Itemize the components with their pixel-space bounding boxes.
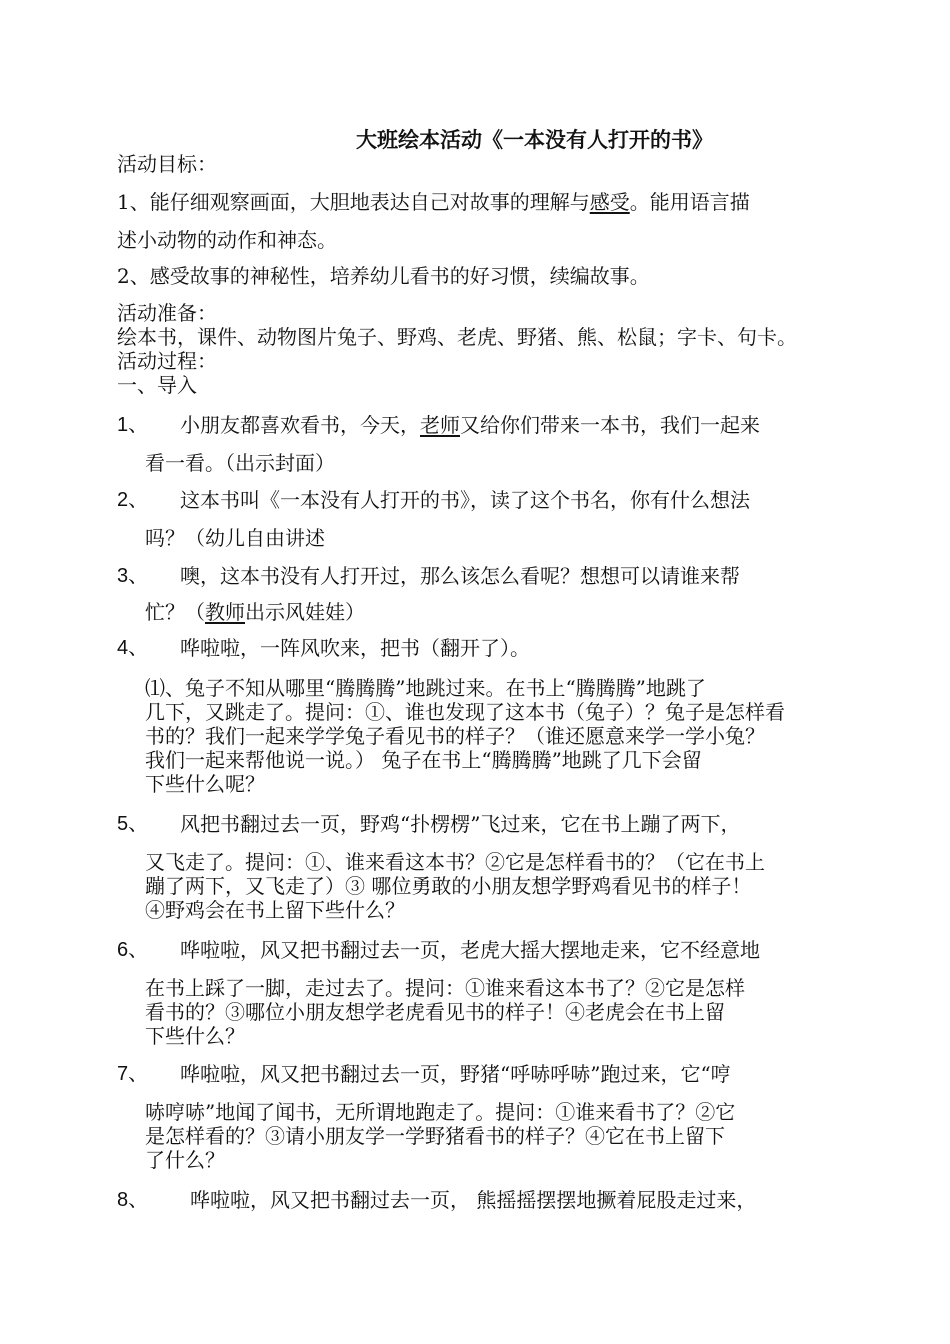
step-3-line-2 xyxy=(145,600,365,624)
step-1-line-1 xyxy=(180,413,760,437)
process-heading: 活动过程： xyxy=(117,349,217,373)
prep-heading: 活动准备： xyxy=(117,301,217,325)
step-8-line-1: 哗啦啦，风又把书翻过去一页， 熊摇摇摆摆地撅着屁股走过来， xyxy=(190,1188,757,1212)
step-6-line-4: 下些什么？ xyxy=(145,1024,245,1048)
paragraph-1-line-4: 我们一起来帮他说一说。） 兔子在书上“腾腾腾”地跳了几下会留 xyxy=(145,748,702,772)
step-7-line-1: 哗啦啦，风又把书翻过去一页，野猪“呼哧呼哧”跑过来，它“哼 xyxy=(180,1062,731,1086)
step-6-number: 6、 xyxy=(117,939,149,961)
goal-1-line-2: 述小动物的动作和神态。 xyxy=(117,228,337,252)
step-6-line-3: 看书的？③哪位小朋友想学老虎看见书的样子！④老虎会在书上留 xyxy=(145,1000,725,1024)
paragraph-1-line-5: 下些什么呢？ xyxy=(145,772,265,796)
step-3-link-jiaoshi[interactable]: 教师 xyxy=(205,600,245,624)
step-4-line-1: 哗啦啦，一阵风吹来，把书（翻开了）。 xyxy=(180,636,530,660)
goal-2: 2、感受故事的神秘性，培养幼儿看书的好习惯，续编故事。 xyxy=(117,264,650,288)
prep-text: 绘本书，课件、动物图片兔子、野鸡、老虎、野猪、熊、松鼠；字卡、句卡。 xyxy=(117,325,797,349)
step-3-number: 3、 xyxy=(117,565,149,587)
paragraph-1-line-1: ⑴、兔子不知从哪里“腾腾腾”地跳过来。在书上“腾腾腾”地跳了 xyxy=(145,676,706,700)
paragraph-1-line-3: 书的？我们一起来学学兔子看见书的样子？（谁还愿意来学一学小兔？ xyxy=(145,724,765,748)
step-3-line-1: 噢，这本书没有人打开过，那么该怎么看呢？想想可以请谁来帮 xyxy=(180,564,740,588)
goal-1-text: 1、能仔细观察画面，大胆地表达自己对故事的理解与 xyxy=(117,190,590,214)
step-3-text-end: 出示风娃娃） xyxy=(245,600,365,624)
step-2-line-1: 这本书叫《一本没有人打开的书》，读了这个书名，你有什么想法 xyxy=(180,488,750,512)
step-1-text: 小朋友都喜欢看书，今天， xyxy=(180,413,420,437)
step-1-link-laoshi[interactable]: 老师 xyxy=(420,413,460,437)
step-7-number: 7、 xyxy=(117,1063,149,1085)
step-4-number: 4、 xyxy=(117,637,149,659)
step-1-number: 1、 xyxy=(117,414,149,436)
step-3-text: 忙？（ xyxy=(145,600,205,624)
step-8-number: 8、 xyxy=(117,1189,149,1211)
goal-1-link-ganshou[interactable]: 感受 xyxy=(589,190,630,214)
step-7-line-4: 了什么？ xyxy=(145,1148,225,1172)
step-2-line-2: 吗？（幼儿自由讲述 xyxy=(145,526,325,550)
step-2-number: 2、 xyxy=(117,489,149,511)
document-title: 大班绘本活动《一本没有人打开的书》 xyxy=(356,127,713,152)
step-5-line-3: 蹦了两下，又飞走了）③ 哪位勇敢的小朋友想学野鸡看见书的样子！ xyxy=(145,874,752,898)
step-6-line-1: 哗啦啦，风又把书翻过去一页，老虎大摇大摆地走来，它不经意地 xyxy=(180,938,760,962)
step-7-line-3: 是怎样看的？③请小朋友学一学野猪看书的样子？④它在书上留下 xyxy=(145,1124,725,1148)
step-1-text-end: 又给你们带来一本书，我们一起来 xyxy=(460,413,760,437)
step-6-line-2: 在书上踩了一脚，走过去了。提问：①谁来看这本书了？②它是怎样 xyxy=(145,976,745,1000)
step-1-line-2: 看一看。（出示封面） xyxy=(145,451,335,475)
paragraph-1-line-2: 几下，又跳走了。提问：①、谁也发现了这本书（兔子）？兔子是怎样看 xyxy=(145,700,785,724)
step-5-line-1: 风把书翻过去一页，野鸡“扑楞楞”飞过来，它在书上蹦了两下， xyxy=(180,812,741,836)
step-7-line-2: 哧哼哧”地闻了闻书，无所谓地跑走了。提问：①谁来看书了？②它 xyxy=(145,1100,736,1124)
section-1-heading: 一、导入 xyxy=(117,373,197,397)
goal-1-text-end: 。能用语言描 xyxy=(629,190,750,214)
step-5-line-2: 又飞走了。提问：①、谁来看这本书？②它是怎样看书的？（它在书上 xyxy=(145,850,765,874)
step-5-number: 5、 xyxy=(117,813,149,835)
step-5-line-4: ④野鸡会在书上留下些什么？ xyxy=(145,898,405,922)
goals-heading: 活动目标： xyxy=(117,152,217,176)
goal-1-line-1 xyxy=(117,190,750,214)
